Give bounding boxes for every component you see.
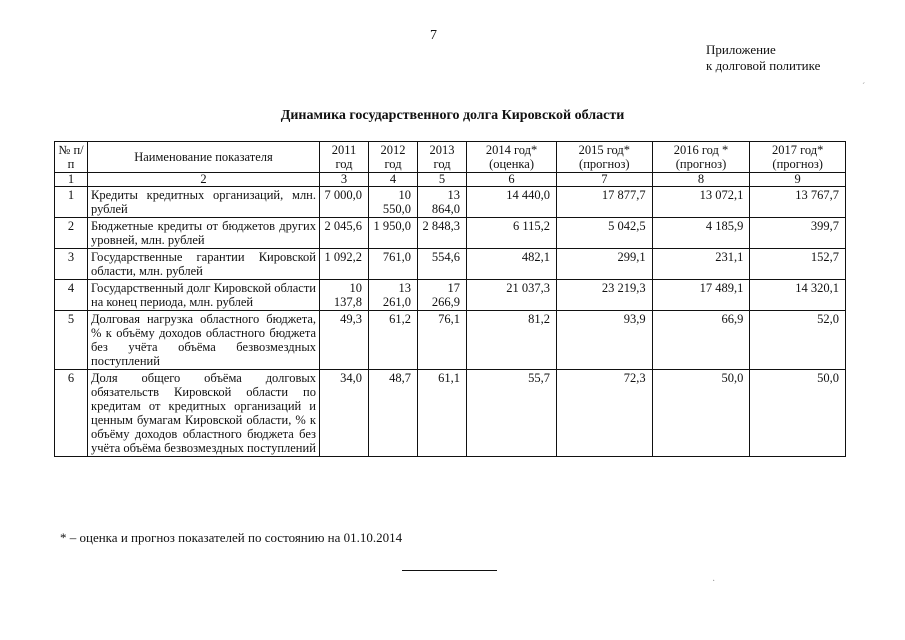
appendix-label [706,42,820,74]
header-row [55,142,846,173]
scan-mark: ´ [862,82,866,93]
value-cell: 10 550,0 [369,187,418,218]
value-cell: 81,2 [467,311,557,370]
row-name: Государственные гарантии Кировской области, млн. рублей [88,249,320,280]
row-name: Доля общего объёма долговых обязательств Кировской области по кредитам от кредитных организаций и ценным бумагам Кировской области, % к объёму доходов областного бюджета без учёта объёма безвозмездных поступлений [88,370,320,457]
header-year-2015: 2015 год* (прогноз) [557,142,653,173]
index-cell: 6 [467,173,557,187]
value-cell: 49,3 [320,311,369,370]
value-cell: 2 848,3 [418,218,467,249]
index-cell: 3 [320,173,369,187]
page-number: 7 [430,28,437,43]
value-cell: 1 950,0 [369,218,418,249]
footnote: * – оценка и прогноз показателей по состоянию на 01.10.2014 [60,530,403,545]
value-cell: 55,7 [467,370,557,457]
value-cell: 399,7 [750,218,846,249]
value-cell: 761,0 [369,249,418,280]
header-year-2014: 2014 год* (оценка) [467,142,557,173]
value-cell: 17 877,7 [557,187,653,218]
value-cell: 76,1 [418,311,467,370]
row-num: 6 [55,370,88,457]
header-year-2011: 2011 год [320,142,369,173]
index-row [55,173,846,187]
row-name: Государственный долг Кировской области на конец периода, млн. рублей [88,280,320,311]
table-row [55,280,846,311]
value-cell: 299,1 [557,249,653,280]
value-cell: 72,3 [557,370,653,457]
table-row [55,218,846,249]
appendix-line-1: Приложение [706,42,776,57]
value-cell: 13 864,0 [418,187,467,218]
value-cell: 14 440,0 [467,187,557,218]
row-name: Кредиты кредитных организаций, млн. рублей [88,187,320,218]
value-cell: 4 185,9 [652,218,750,249]
value-cell: 6 115,2 [467,218,557,249]
header-name: Наименование показателя [88,142,320,173]
index-cell: 1 [55,173,88,187]
debt-table [54,141,846,457]
value-cell: 61,2 [369,311,418,370]
table-row [55,249,846,280]
value-cell: 231,1 [652,249,750,280]
row-name: Долговая нагрузка областного бюджета, % к объёму доходов областного бюджета без учёта объёма безвозмездных поступлений [88,311,320,370]
value-cell: 34,0 [320,370,369,457]
row-num: 5 [55,311,88,370]
header-year-2012: 2012 год [369,142,418,173]
header-num: № п/п [55,142,88,173]
row-num: 4 [55,280,88,311]
value-cell: 13 072,1 [652,187,750,218]
row-name: Бюджетные кредиты от бюджетов других уровней, млн. рублей [88,218,320,249]
index-cell: 5 [418,173,467,187]
value-cell: 48,7 [369,370,418,457]
index-cell: 4 [369,173,418,187]
value-cell: 13 767,7 [750,187,846,218]
index-cell: 8 [652,173,750,187]
value-cell: 21 037,3 [467,280,557,311]
value-cell: 50,0 [652,370,750,457]
document-title: Динамика государственного долга Кировской области [280,108,625,123]
value-cell: 13 261,0 [369,280,418,311]
row-num: 1 [55,187,88,218]
table-row [55,370,846,457]
value-cell: 61,1 [418,370,467,457]
value-cell: 1 092,2 [320,249,369,280]
value-cell: 52,0 [750,311,846,370]
value-cell: 23 219,3 [557,280,653,311]
table-row [55,187,846,218]
value-cell: 7 000,0 [320,187,369,218]
value-cell: 2 045,6 [320,218,369,249]
value-cell: 482,1 [467,249,557,280]
index-cell: 7 [557,173,653,187]
value-cell: 14 320,1 [750,280,846,311]
value-cell: 50,0 [750,370,846,457]
row-num: 2 [55,218,88,249]
table-row [55,311,846,370]
scan-mark: · [712,576,716,587]
value-cell: 554,6 [418,249,467,280]
value-cell: 93,9 [557,311,653,370]
value-cell: 66,9 [652,311,750,370]
index-cell: 2 [88,173,320,187]
header-year-2016: 2016 год * (прогноз) [652,142,750,173]
header-year-2017: 2017 год* (прогноз) [750,142,846,173]
header-year-2013: 2013 год [418,142,467,173]
value-cell: 17 489,1 [652,280,750,311]
value-cell: 10 137,8 [320,280,369,311]
row-num: 3 [55,249,88,280]
appendix-line-2: к долговой политике [706,58,821,73]
closing-rule [402,570,497,571]
value-cell: 5 042,5 [557,218,653,249]
value-cell: 17 266,9 [418,280,467,311]
index-cell: 9 [750,173,846,187]
value-cell: 152,7 [750,249,846,280]
